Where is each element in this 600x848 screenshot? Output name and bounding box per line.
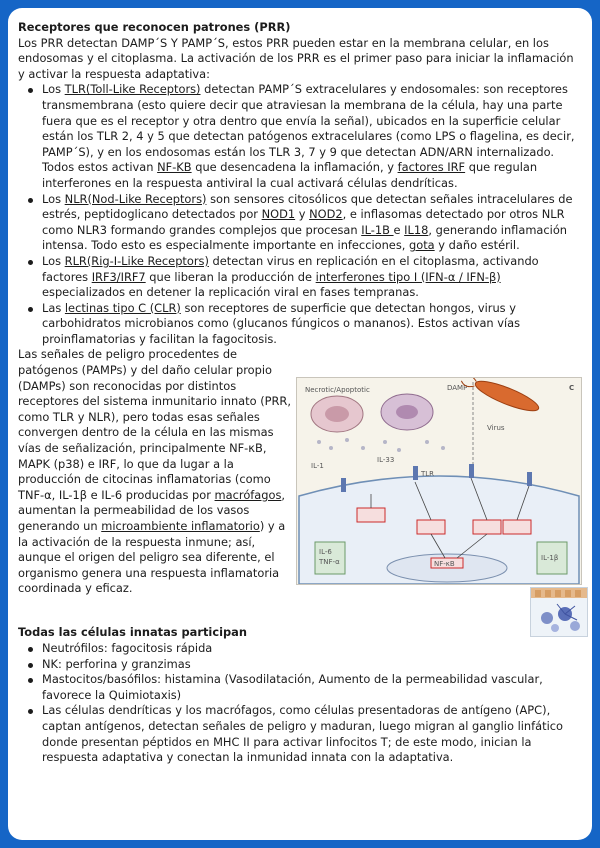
ifn-term: interferones tipo I (IFN-α / IFN-β) <box>315 269 501 284</box>
gota-term: gota <box>409 238 435 253</box>
list-item-clr: Las lectinas tipo C (CLR) son receptores de superficie que detectan hongos, virus y carbohidratos microbianos como (glucanos fúngicos o mananos). Estos activan vías proinflamatorias y facilitan la fagocitosis. <box>42 301 580 348</box>
il1-label: IL-1 <box>311 462 324 471</box>
irf-term: factores IRF <box>397 160 466 175</box>
tlr-label: TLR <box>421 470 435 479</box>
rlr-term: RLR(Rig-I-Like Receptors) <box>64 253 209 268</box>
signal-box-4 <box>503 520 531 534</box>
cell-thumbnail-illustration <box>531 588 587 636</box>
list-item-apc: Las células dendríticas y los macrófagos, como células presentadoras de antígeno (APC), captan antígenos, detectan señales de peligro y maduran, luego migran al ganglio linfático donde presentan péptidos en MHC II para activar linfocitos T; de este modo, inician la respuesta adaptativa y conectan la inmunidad innata con la adaptativa. <box>42 703 580 765</box>
panel-c-label: C <box>569 384 575 393</box>
pathway-illustration <box>297 378 581 584</box>
il1b-term: IL-1B <box>361 222 394 237</box>
apoptotic-nucleus <box>396 405 418 419</box>
list-item-nlr: Los NLR(Nod-Like Receptors) son sensores citosólicos que detectan señales intracelulares de estrés, peptidoglicano detectados por NOD1 y NOD2, e inflasomas detectado por otros NLR como NLR3 formando grandes complejos que procesan IL-1B e IL18, generando inflamación intensa. Todo esto es especialmente importante en infecciones, gota y daño estéril. <box>42 192 580 254</box>
nod1-term: NOD1 <box>261 207 296 222</box>
nlr-term: NLR(Nod-Like Receptors) <box>64 191 207 206</box>
il18-term: IL18 <box>404 222 429 237</box>
virus-label: Virus <box>487 424 505 433</box>
damp-label: DAMP <box>447 384 468 393</box>
nfkb-term: NF-KB <box>157 160 192 175</box>
signals-paragraph: Las señales de peligro procedentes de patógenos (PAMPs) y del daño celular propio (DAMPs) son reconocidas por distintos receptores del sistema inmunitario innato (PRR, como TLR y NLR), pero todas esas señales convergen dentro de la célula en las mismas vías de señalización, principalmente NF-κB, MAPK (p38) e IRF, lo que da lugar a la producción de citocinas inflamatorias (como TNF-α, IL-1β e IL-6 producidas por macrófagos, aumentan la permeabilidad de los vasos generando un microambiente inflamatorio) y a la activación de la respuesta inmune; así, aunque el origen del peligro sea diferente, el organismo genera una respuesta inflamatoria coordinada y eficaz. <box>18 347 291 596</box>
prr-intro: Los PRR detectan DAMP´S Y PAMP´S, estos PRR pueden estar en la membrana celular, en los endosomas y el citoplasma. La activación de los PRR es el primer paso para iniciar la inflamación y activar la respuesta adaptativa: <box>18 35 574 81</box>
cell-thumbnail-figure <box>530 587 588 637</box>
necrotic-label: Necrotic/Apoptotic <box>305 386 370 395</box>
list-item-mastocytes: Mastocitos/basófilos: histamina (Vasodilatación, Aumento de la permeabilidad vascular, favorece la Quimiotaxis) <box>42 672 580 703</box>
list-item-rlr: Los RLR(Rig-I-Like Receptors) detectan virus en replicación en el citoplasma, activando factores IRF3/IRF7 que liberan la producción de interferones tipo I (IFN-α / IFN-β) especializados en detener la replicación viral en fases tempranas. <box>42 254 580 301</box>
nod2-term: NOD2 <box>309 207 343 222</box>
list-item-tlr: Los TLR(Toll-Like Receptors) detectan PAMP´S extracelulares y endosomales: son receptores transmembrana (esto quiere decir que atraviesan la membrana de la célula, hay una parte fuera que es el receptor y otra dentro que envía la señal), ubicados en la superficie celular están los TLR 2, 4 y 5 que detectan patógenos extracelulares (como LPS o flagelina, es decir, PAMP´S), y en los endosomas están los TLR 3, 7 y 9 que detectan ADN/ARN internalizado. Todos estos activan NF-KB que desencadena la inflamación, y factores IRF que regulan interferones en la respuesta antiviral la cual activará células dendríticas. <box>42 82 580 191</box>
document-page <box>8 8 592 840</box>
signals-section <box>18 347 580 625</box>
signal-box-3 <box>473 520 501 534</box>
list-item-nk: NK: perforina y granzimas <box>42 657 580 673</box>
necrotic-nucleus <box>325 406 349 422</box>
il1b-label: IL-1β <box>541 554 559 563</box>
tlr-term: TLR(Toll-Like Receptors) <box>64 82 201 97</box>
innate-cells-list <box>18 641 580 766</box>
content <box>18 20 580 766</box>
clr-term: lectinas tipo C (CLR) <box>64 300 181 315</box>
macrofagos-term: macrófagos <box>214 487 282 502</box>
tnf-label: TNF-α <box>319 558 340 567</box>
nfkb-figure-label: NF-κB <box>434 560 455 569</box>
irf37-term: IRF3/IRF7 <box>91 269 146 284</box>
signaling-pathway-figure <box>296 377 582 585</box>
il6-label: IL-6 <box>319 548 332 557</box>
section-title-innate: Todas las células innatas participan <box>18 625 247 640</box>
signal-box-1 <box>357 508 385 522</box>
prr-list <box>18 82 580 347</box>
microambiente-term: microambiente inflamatorio <box>101 519 260 533</box>
il33-label: IL-33 <box>377 456 395 465</box>
section-title-prr: Receptores que reconocen patrones (PRR) <box>18 20 291 34</box>
list-item-neutrophils: Neutrófilos: fagocitosis rápida <box>42 641 580 657</box>
signal-box-2 <box>417 520 445 534</box>
